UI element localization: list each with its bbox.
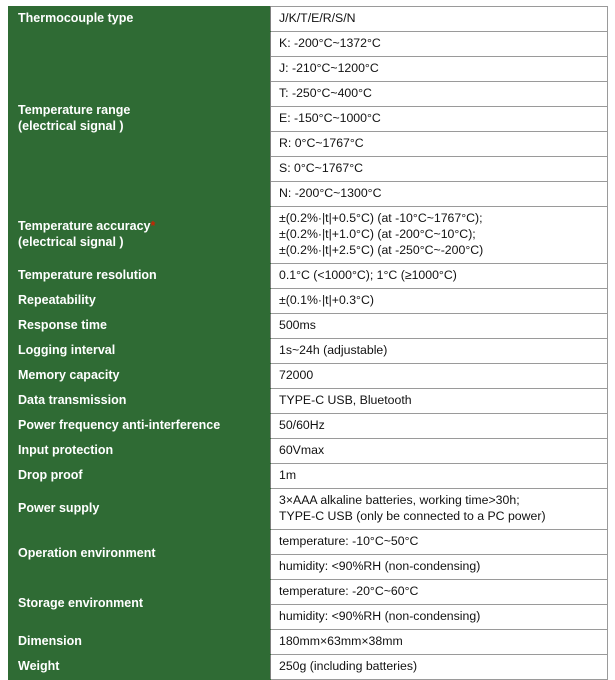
spec-label-text: Temperature accuracy* bbox=[18, 219, 156, 234]
table-row bbox=[9, 654, 608, 679]
spec-label-cell bbox=[9, 438, 271, 463]
table-row bbox=[9, 288, 608, 313]
spec-value-cell bbox=[271, 131, 608, 156]
spec-value-cell bbox=[271, 106, 608, 131]
spec-label-cell bbox=[9, 463, 271, 488]
spec-value-line: temperature: -10°C~50°C bbox=[279, 533, 419, 548]
spec-value-cell bbox=[271, 388, 608, 413]
spec-value-cell bbox=[271, 156, 608, 181]
spec-value-cell bbox=[271, 81, 608, 106]
spec-label-cell bbox=[9, 338, 271, 363]
spec-value-line: T: -250°C~400°C bbox=[279, 85, 372, 100]
spec-label-text: Drop proof bbox=[18, 467, 83, 482]
spec-value-cell bbox=[271, 263, 608, 288]
table-row bbox=[9, 488, 608, 529]
spec-value-cell bbox=[271, 413, 608, 438]
spec-value-cell bbox=[271, 488, 608, 529]
spec-value-line: 50/60Hz bbox=[279, 417, 325, 432]
spec-value-line: 60Vmax bbox=[279, 442, 325, 457]
spec-label-text: Data transmission bbox=[18, 392, 127, 407]
spec-value-cell bbox=[271, 604, 608, 629]
table-row bbox=[9, 413, 608, 438]
table-row bbox=[9, 338, 608, 363]
spec-value-cell bbox=[271, 31, 608, 56]
spec-label-cell bbox=[9, 288, 271, 313]
spec-label-cell bbox=[9, 629, 271, 654]
spec-label-text: Thermocouple type bbox=[18, 11, 134, 26]
spec-label-text: Dimension bbox=[18, 633, 82, 648]
spec-value-line: ±(0.2%·|t|+2.5°C) (at -250°C~-200°C) bbox=[279, 242, 484, 257]
table-row bbox=[9, 629, 608, 654]
spec-label-cell bbox=[9, 313, 271, 338]
spec-value-line: 0.1°C (<1000°C); 1°C (≥1000°C) bbox=[279, 267, 457, 282]
table-row bbox=[9, 529, 608, 554]
spec-value-line: K: -200°C~1372°C bbox=[279, 35, 381, 50]
spec-value-line: 180mm×63mm×38mm bbox=[279, 633, 403, 648]
footnote-asterisk-icon: * bbox=[150, 219, 156, 234]
table-row bbox=[9, 263, 608, 288]
table-row bbox=[9, 388, 608, 413]
spec-label-cell bbox=[9, 7, 271, 32]
table-row bbox=[9, 313, 608, 338]
spec-value-line: R: 0°C~1767°C bbox=[279, 135, 364, 150]
spec-value-line: J/K/T/E/R/S/N bbox=[279, 11, 356, 25]
specification-table-body bbox=[9, 7, 608, 680]
table-row bbox=[9, 438, 608, 463]
spec-value-line: E: -150°C~1000°C bbox=[279, 110, 381, 125]
spec-label-text: Operation environment bbox=[18, 546, 156, 561]
spec-value-line: J: -210°C~1200°C bbox=[279, 60, 379, 75]
spec-label-subtext: (electrical signal ) bbox=[18, 234, 124, 249]
spec-value-line: 72000 bbox=[279, 367, 314, 382]
spec-value-cell bbox=[271, 338, 608, 363]
spec-label-text: Response time bbox=[18, 317, 107, 332]
spec-value-cell bbox=[271, 463, 608, 488]
spec-value-cell bbox=[271, 56, 608, 81]
spec-label-text: Repeatability bbox=[18, 292, 96, 307]
spec-value-line: S: 0°C~1767°C bbox=[279, 160, 364, 175]
spec-value-line: ±(0.2%·|t|+0.5°C) (at -10°C~1767°C); bbox=[279, 210, 483, 225]
spec-label-text: Temperature resolution bbox=[18, 268, 157, 282]
spec-value-line: N: -200°C~1300°C bbox=[279, 185, 382, 200]
spec-value-cell bbox=[271, 206, 608, 263]
spec-value-line: TYPE-C USB, Bluetooth bbox=[279, 392, 412, 407]
spec-value-cell bbox=[271, 529, 608, 554]
spec-value-line: humidity: <90%RH (non-condensing) bbox=[279, 558, 481, 573]
spec-label-text: Temperature range bbox=[18, 103, 131, 118]
spec-label-text: Weight bbox=[18, 658, 60, 673]
table-row bbox=[9, 363, 608, 388]
spec-value-line: TYPE-C USB (only be connected to a PC power) bbox=[279, 508, 546, 523]
table-row bbox=[9, 31, 608, 56]
spec-label-text: Power supply bbox=[18, 500, 100, 515]
spec-value-cell bbox=[271, 579, 608, 604]
spec-value-line: 500ms bbox=[279, 317, 316, 332]
spec-label-cell bbox=[9, 31, 271, 206]
spec-value-line: 1m bbox=[279, 467, 297, 482]
spec-label-cell bbox=[9, 579, 271, 629]
spec-value-line: 3×AAA alkaline batteries, working time>30h; bbox=[279, 492, 520, 507]
spec-value-cell bbox=[271, 654, 608, 679]
spec-label-text: Logging interval bbox=[18, 342, 116, 357]
spec-value-line: humidity: <90%RH (non-condensing) bbox=[279, 608, 481, 623]
spec-value-cell bbox=[271, 629, 608, 654]
table-row bbox=[9, 463, 608, 488]
spec-label-text: Memory capacity bbox=[18, 367, 120, 382]
spec-value-line: ±(0.1%·|t|+0.3°C) bbox=[279, 292, 374, 307]
spec-value-cell bbox=[271, 288, 608, 313]
spec-label-cell bbox=[9, 388, 271, 413]
spec-value-cell bbox=[271, 438, 608, 463]
spec-value-cell bbox=[271, 554, 608, 579]
spec-label-text: Input protection bbox=[18, 442, 114, 457]
spec-value-line: ±(0.2%·|t|+1.0°C) (at -200°C~10°C); bbox=[279, 226, 476, 241]
specification-table bbox=[8, 6, 608, 680]
spec-label-text: Storage environment bbox=[18, 596, 144, 611]
table-row bbox=[9, 579, 608, 604]
spec-value-cell bbox=[271, 313, 608, 338]
spec-label-cell bbox=[9, 363, 271, 388]
spec-label-cell bbox=[9, 654, 271, 679]
spec-value-line: temperature: -20°C~60°C bbox=[279, 583, 419, 598]
spec-value-cell bbox=[271, 363, 608, 388]
table-row bbox=[9, 7, 608, 32]
spec-label-cell bbox=[9, 488, 271, 529]
table-row bbox=[9, 206, 608, 263]
spec-value-line: 250g (including batteries) bbox=[279, 658, 418, 673]
spec-value-line: 1s~24h (adjustable) bbox=[279, 342, 388, 357]
spec-value-cell bbox=[271, 181, 608, 206]
spec-label-text: Power frequency anti-interference bbox=[18, 417, 221, 432]
spec-label-subtext: (electrical signal ) bbox=[18, 118, 124, 133]
spec-label-cell bbox=[9, 413, 271, 438]
spec-label-cell bbox=[9, 263, 271, 288]
spec-value-cell bbox=[271, 7, 608, 32]
spec-label-cell bbox=[9, 529, 271, 579]
spec-label-cell bbox=[9, 206, 271, 263]
